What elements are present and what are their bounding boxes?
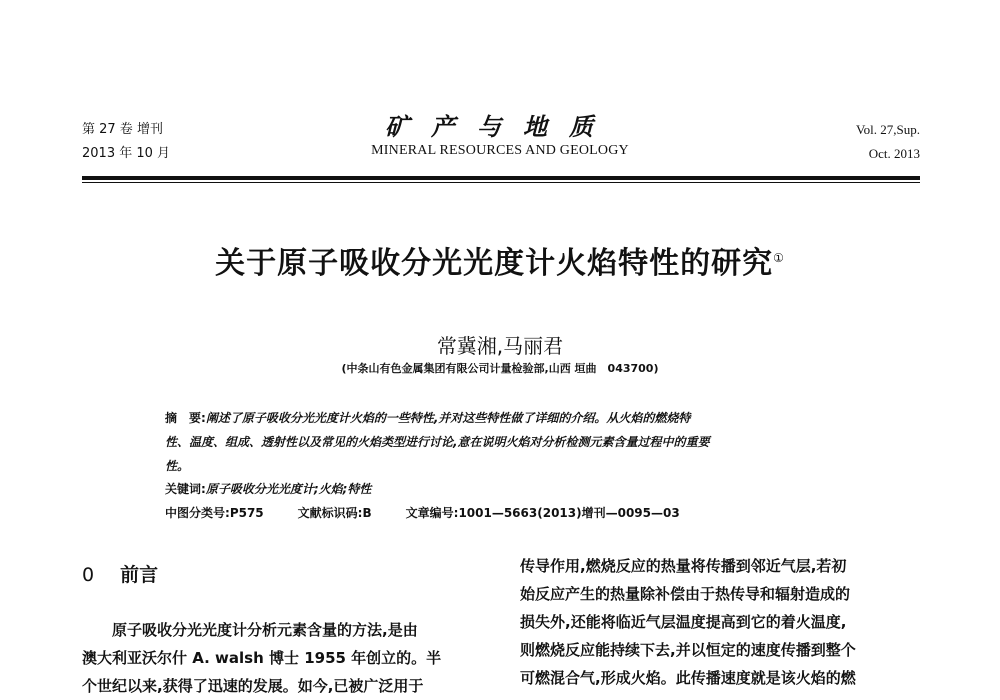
classification-line <box>165 504 680 521</box>
paragraph-line: 传导作用,燃烧反应的热量将传播到邻近气层,若初 <box>520 557 847 575</box>
paragraph-line: 个世纪以来,获得了迅速的发展。如今,已被广泛用于 <box>82 677 424 695</box>
affiliation: (中条山有色金属集团有限公司计量检验部,山西 垣曲 043700) <box>341 362 659 375</box>
publication-date-cn: 2013 年 10 月 <box>82 146 171 161</box>
article-number-value: 1001—5663(2013)增刊—0095—03 <box>458 506 680 520</box>
doc-code-label: 文献标识码: <box>297 506 363 520</box>
abstract-line <box>165 406 845 430</box>
abstract-label: 摘 要: <box>165 411 206 425</box>
clc-number <box>165 504 264 521</box>
article-number-label: 文章编号: <box>405 506 459 520</box>
paragraph-line: 可燃混合气,形成火焰。此传播速度就是该火焰的燃 <box>520 669 856 687</box>
paragraph-line: 始反应产生的热量除补偿由于热传导和辐射造成的 <box>520 585 851 603</box>
section-heading <box>82 560 158 587</box>
header-rule-thick <box>82 176 920 180</box>
section-title: 前言 <box>120 564 159 586</box>
section-number: 0 <box>82 564 95 586</box>
paragraph-line <box>82 616 482 644</box>
abstract-text: 阐述了原子吸收分光光度计火焰的一些特性,并对这些特性做了详细的介绍。从火焰的燃烧特 <box>205 411 691 425</box>
journal-name-en: MINERAL RESOURCES AND GEOLOGY <box>371 143 629 158</box>
abstract <box>165 406 845 478</box>
article-title-text: 关于原子吸收分光光度计火焰特性的研究 <box>215 246 774 281</box>
publication-date-en: Oct. 2013 <box>868 146 920 161</box>
article-title <box>0 238 1000 282</box>
volume-en: Vol. 27,Sup. <box>855 122 920 137</box>
abstract-line: 性、温度、组成、透射性以及常见的火焰类型进行讨论,意在说明火焰对分析检测元素含量过程中的重要 <box>165 435 710 449</box>
article-number <box>406 504 680 521</box>
paragraph-line-text: 原子吸收分光光度计分析元素含量的方法,是由 <box>112 621 418 639</box>
title-footnote-mark: ① <box>773 251 785 265</box>
volume-issue: 第 27 卷 增刊 <box>82 122 163 137</box>
paragraph-line: 则燃烧反应能持续下去,并以恒定的速度传播到整个 <box>520 641 856 659</box>
journal-volume-info-en <box>856 118 920 166</box>
keywords <box>165 480 371 497</box>
journal-name-cn: 矿产与地质 <box>385 112 615 141</box>
paragraph-line: 损失外,还能将临近气层温度提高到它的着火温度, <box>520 613 847 631</box>
right-column-text <box>520 552 920 692</box>
journal-volume-info <box>82 118 170 166</box>
doc-code-value: B <box>362 506 372 520</box>
header-rule-thin <box>82 182 920 183</box>
document-code <box>298 504 372 521</box>
clc-label: 中图分类号: <box>165 506 230 520</box>
keywords-text: 原子吸收分光光度计;火焰;特性 <box>205 482 372 496</box>
journal-masthead <box>300 112 700 160</box>
paragraph-line: 澳大利亚沃尔什 A. walsh 博士 1955 年创立的。半 <box>82 649 442 667</box>
authors: 常冀湘,马丽君 <box>436 334 564 358</box>
left-column-text <box>82 616 482 700</box>
keywords-label: 关键词: <box>165 482 206 496</box>
clc-value: P575 <box>229 506 264 520</box>
abstract-line: 性。 <box>165 459 190 473</box>
